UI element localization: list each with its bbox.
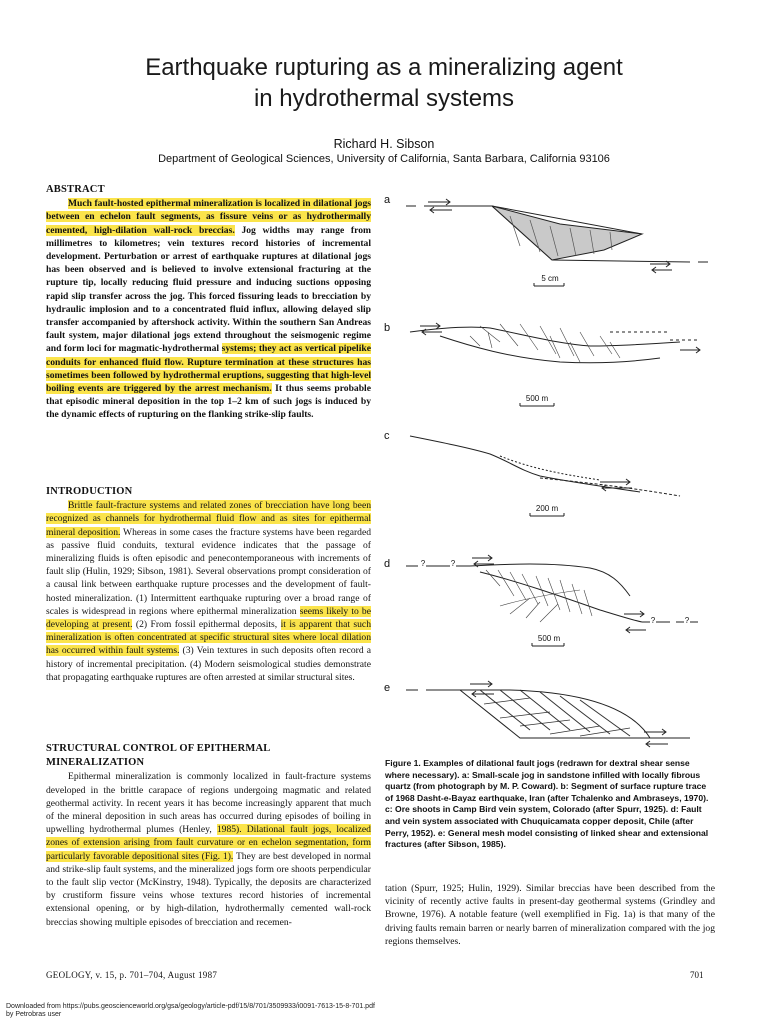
figure-caption: Figure 1. Examples of dilational fault jogs (redrawn for dextral shear sense where necessary). a: Small-scale jog in sandstone infilled with locally fibrous quartz (from photograph by M. P. Coward). b: Segment of surface rupture trace of 1968 Dasht-e-Bayaz earthquake, Iran (after Tchalenko and Ambraseys, 1970). c: Ore shoots in Camp Bird vein system, Colorado (after Spurr, 1925). d: Fault and vein system associated with Chuquicamata copper deposit, Chile (after Perry, 1952). e: General mesh model consisting of linked shear and extensional fractures (after Sibson, 1985). xyxy=(385,758,709,850)
download-url: Downloaded from https://pubs.geoscienceworld.org/gsa/geology/article-pdf/15/8/701/3509933/i0091-7613-15-8-701.pdf xyxy=(6,1003,375,1010)
abstract-heading: ABSTRACT xyxy=(46,184,105,195)
highlight-intro-2: seems likely to be developing at present. xyxy=(46,605,371,631)
abstract-text xyxy=(46,197,371,421)
introduction-heading: INTRODUCTION xyxy=(46,486,133,497)
page-number: 701 xyxy=(690,970,704,980)
author-affiliation: Department of Geological Sciences, University of California, Santa Barbara, California 93106 xyxy=(158,153,610,165)
highlight-intro-3: it is apparent that such mineralization is often concentrated at specific structural sites where local dilation has occurred within fault systems. xyxy=(46,619,371,657)
introduction-text xyxy=(46,499,371,684)
panel-label-d: d xyxy=(384,558,391,570)
uncertain-mark-4: ? xyxy=(684,616,690,625)
title-line-1: Earthquake rupturing as a mineralizing agent xyxy=(145,54,623,81)
panel-label-b: b xyxy=(384,322,391,334)
structural-text xyxy=(46,770,371,928)
scale-bar-a-label: 5 cm xyxy=(541,274,559,283)
right-column-text: tation (Spurr, 1925; Hulin, 1929). Similar breccias have been described from the vicinity of recently active faults in present-day geothermal systems (Grindley and Browne, 1976). A notable feature (well exemplified in Fig. 1a) is that many of the driving faults remain barren or nearly barren of mineralization compared with the jog regions themselves. xyxy=(385,883,715,947)
structural-heading-2: MINERALIZATION xyxy=(46,757,145,769)
highlight-abstract-2: systems; they act as vertical pipelike conduits for enhanced fluid flow. Rupture termination at these structures has sometimes been followed by hydrothermal eruptions, suggesting that high-level boiling events are triggered by the arrest mechanism. xyxy=(46,343,371,395)
panel-d-drawing xyxy=(406,555,698,646)
title-line-2: in hydrothermal systems xyxy=(253,85,515,112)
scale-bar-d-label: 500 m xyxy=(537,634,561,643)
highlight-intro-1: Brittle fault-fracture systems and related zones of brecciation have long been recognized as channels for hydrothermal fluid flow and as sites for epithermal mineral deposition. xyxy=(46,500,371,538)
highlight-struct-1: 1985). Dilational fault jogs, localized zones of extension arising from fault curvature or en echelon segmentation, form particularly favorable depositional sites (Fig. 1). xyxy=(46,824,371,862)
uncertain-mark-3: ? xyxy=(650,616,656,625)
article-title xyxy=(0,52,768,114)
abstract-text-4: It thus seems probable that episodic mineral deposition in the top 1–2 km of such jogs is induced by the dynamic effects of rupturing on the flanking strike-slip faults. xyxy=(46,383,371,421)
panel-a-drawing xyxy=(406,199,708,286)
intro-text-2: Whereas in some cases the fracture systems have been regarded as passive fluid conduits, textural evidence indicates that the passage of mineralizing fluids is often episodic and penecontemporaneous with increments of fault slip (Hulin, 1929; Sibson, 1981). Several observations prompt consideration of a causal link between earthquake rupture processes and the development of fault-hosted mineralization. (1) Intermittent earthquake rupturing over a broad range of scales is widespread in regions where epithermal mineralization xyxy=(46,526,371,617)
struct-text-1: Epithermal mineralization is commonly localized in fault-fracture systems developed in the brittle carapace of regions undergoing magmatic and related geothermal activity. In recent years it has become increasingly apparent that much of the mineral deposition in such areas has occurred during episodes of boiling in upwelling hydrothermal plumes (Henley, xyxy=(46,771,371,836)
panel-label-c: c xyxy=(384,430,390,442)
journal-citation: GEOLOGY, v. 15, p. 701–704, August 1987 xyxy=(46,970,218,980)
uncertain-mark-1: ? xyxy=(420,559,426,568)
abstract-text-2: Jog widths may range from millimetres to kilometres; vein textures record histories of incremental development. Perturbation or arrest of earthquake ruptures at dilational jogs has been observed and is believed to involve extensional fracturing at the rupture tip, locally reducing fluid pressure and inducing suctions opposing rapid slip transfer across the jog. This forced fissuring leads to brecciation by hydraulic implosion and to a concentrated fluid influx, allowing delayed slip transfer accompanied by aftershock activity. Within the southern San Andreas fault system, major dilational jogs extend throughout the seismogenic regime and form loci for magmatic-hydrothermal xyxy=(46,224,371,355)
download-notice xyxy=(6,1003,375,1019)
panel-e-drawing xyxy=(406,681,690,747)
abstract-section xyxy=(46,183,371,422)
uncertain-mark-2: ? xyxy=(450,559,456,568)
structural-control-section xyxy=(46,742,371,929)
struct-text-3: They are best developed in normal and strike-slip fault systems, and the mineralized jogs form ore shoots perpendicular to the fault slip vector (McKinstry, 1948). Typically, the deposits are characterized by crustiform fissure veins whose textures record histories of incremental extensional opening, or by high-dilation, hydrothermally cemented wall-rock breccias showing multiple episodes of brecciation and recemen- xyxy=(46,850,372,928)
highlight-abstract-1: Much fault-hosted epithermal mineralization is localized in dilational jogs between en echelon fault segments, as fissure veins or as hydrothermally cemented, high-dilation wall-rock breccias. xyxy=(46,198,371,236)
intro-text-6: (3) Vein textures in such deposits often record a history of incremental precipitation. (4) Modern seismological studies demonstrate that propagating earthquake ruptures are often arrested at similar structural sites. xyxy=(46,645,371,683)
intro-text-4: (2) From fossil epithermal deposits, xyxy=(132,619,281,631)
scale-bar-c-label: 200 m xyxy=(535,504,559,513)
figure-1 xyxy=(380,186,722,751)
scale-bar-b-label: 500 m xyxy=(525,394,549,403)
panel-label-e: e xyxy=(384,682,391,694)
introduction-section xyxy=(46,485,371,684)
panel-label-a: a xyxy=(384,194,391,206)
figure-drawings xyxy=(380,186,722,751)
author-name: Richard H. Sibson xyxy=(333,137,435,151)
download-user: by Petrobras user xyxy=(6,1011,62,1018)
structural-heading-1: STRUCTURAL CONTROL OF EPITHERMAL xyxy=(46,743,271,754)
